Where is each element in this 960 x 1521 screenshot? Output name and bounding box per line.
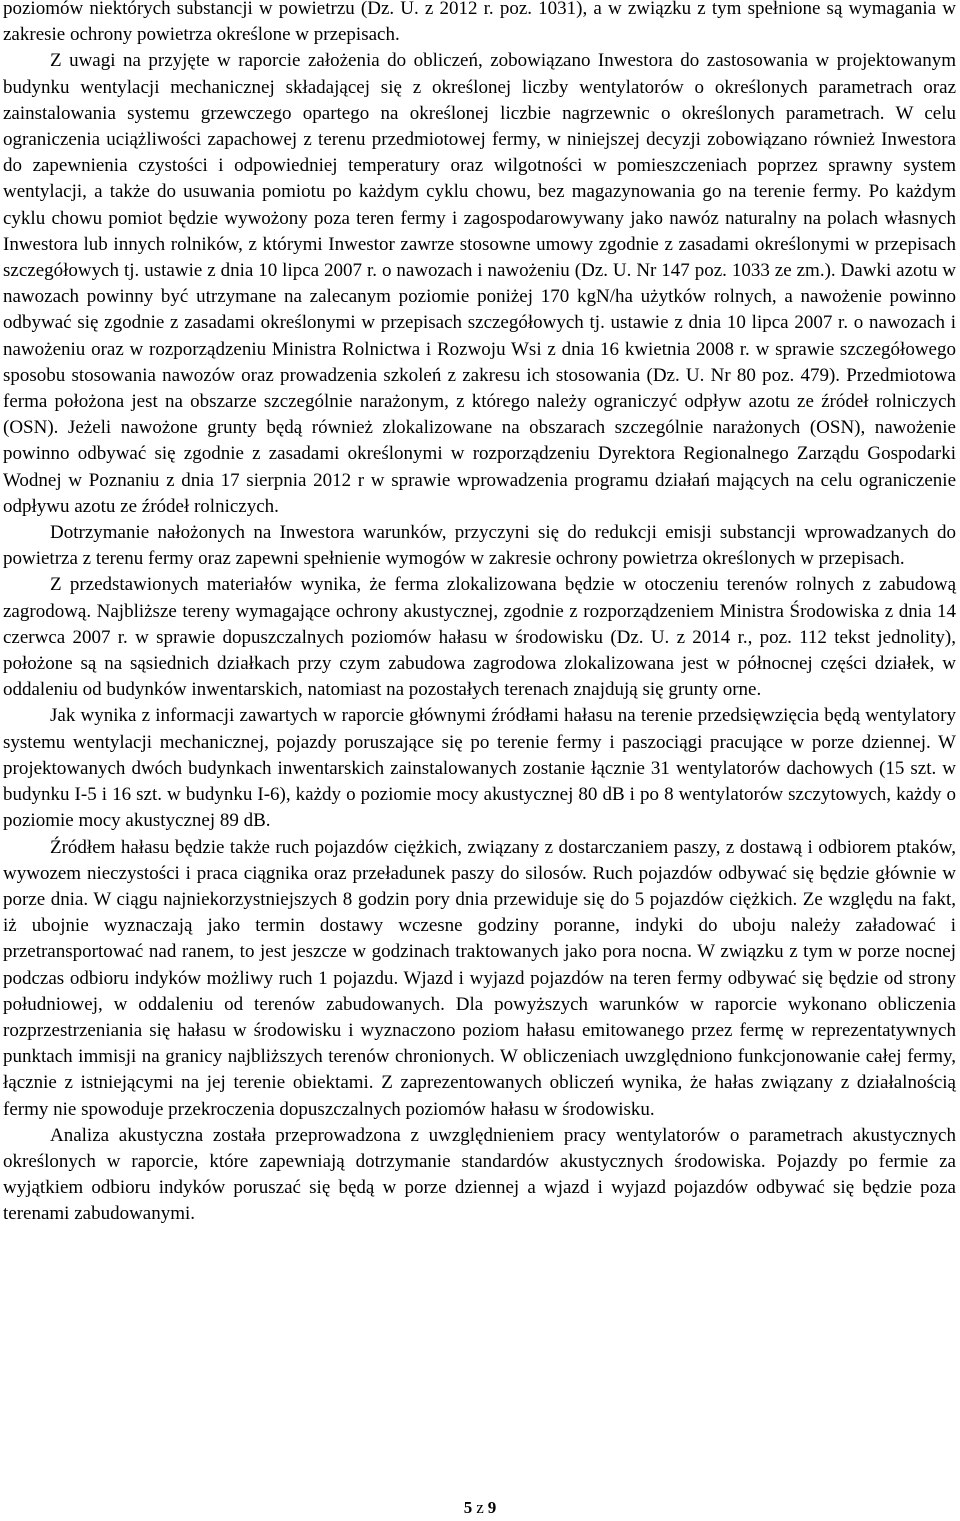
paragraph-1: poziomów niektórych substancji w powietrzu (Dz. U. z 2012 r. poz. 1031), a w związku z tym spełnione są wymagania w zakresie ochrony powietrza określone w przepisach. (3, 0, 956, 46)
paragraph-3: Dotrzymanie nałożonych na Inwestora warunków, przyczyni się do redukcji emisji substancji wprowadzanych do powietrza z terenu fermy oraz zapewni spełnienie wymogów w zakresie ochrony powietrza określonych w przepisach. (3, 522, 956, 570)
document-page (3, 0, 956, 1228)
paragraph-5: Jak wynika z informacji zawartych w raporcie głównymi źródłami hałasu na terenie przedsięwzięcia będą wentylatory systemu wentylacji mechanicznej, pojazdy poruszające się po terenie fermy i paszociągi pracujące w porze dziennej. W projektowanych dwóch budynkach inwentarskich zainstalowanych zostanie łącznie 31 wentylatorów dachowych (15 szt. w budynku I-5 i 16 szt. w budynku I-6), każdy o poziomie mocy akustycznej 80 dB i po 8 wentylatorów szczytowych, każdy o poziomie mocy akustycznej 89 dB. (3, 705, 956, 832)
paragraph-7: Analiza akustyczna została przeprowadzona z uwzględnieniem pracy wentylatorów o parametrach akustycznych określonych w raporcie, które zapewniają dotrzymanie standardów akustycznych środowiska. Pojazdy po fermie za wyjątkiem odbioru indyków poruszać się będą w porze dziennej a wjazd i wyjazd pojazdów odbywać się będzie poza terenami zabudowanymi. (3, 1124, 956, 1225)
paragraph-4: Z przedstawionych materiałów wynika, że ferma zlokalizowana będzie w otoczeniu terenów rolnych z zabudową zagrodową. Najbliższe tereny wymagające ochrony akustycznej, zgodnie z rozporządzeniem Ministra Środowiska z dnia 14 czerwca 2007 r. w sprawie dopuszczalnych poziomów hałasu w środowisku (Dz. U. z 2014 r., poz. 112 tekst jednolity), położone są na sąsiednich działkach przy czym zabudowa zagrodowa zlokalizowana jest w północnej części działek, w oddaleniu od budynków inwentarskich, natomiast na pozostałych terenach znajdują się grunty orne. (3, 574, 956, 701)
total-pages: 9 (487, 1498, 497, 1517)
paragraph-2: Z uwagi na przyjęte w raporcie założenia do obliczeń, zobowiązano Inwestora do zastosowania w projektowanym budynku wentylacji mechanicznej składającej się z określonej liczby wentylatorów o określonych parametrach oraz zainstalowania systemu grzewczego opartego na określonej liczbie nagrzewnic o określonych parametrach. W celu ograniczenia uciążliwości zapachowej z terenu przedmiotowej fermy, w niniejszej decyzji zobowiązano również Inwestora do zapewnienia czystości i odpowiedniej temperatury oraz wilgotności w pomieszczeniach poprzez sprawny system wentylacji, a także do usuwania pomiotu po każdym cyklu chowu, bez magazynowania go na terenie fermy. Po każdym cyklu chowu pomiot będzie wywożony poza teren fermy i zagospodarowywany jako nawóz naturalny na polach własnych Inwestora lub innych rolników, z którymi Inwestor zawrze stosowne umowy zgodnie z zasadami określonymi w przepisach szczegółowych tj. ustawie z dnia 10 lipca 2007 r. o nawozach i nawożeniu (Dz. U. Nr 147 poz. 1033 ze zm.). Dawki azotu w nawozach powinny być utrzymane na zalecanym poziomie poniżej 170 kgN/ha użytków rolnych, a nawożenie powinno odbywać się zgodnie z zasadami określonymi w przepisach szczegółowych tj. ustawie z dnia 10 lipca 2007 r. o nawozach i nawożeniu oraz w rozporządzeniu Ministra Rolnictwa i Rozwoju Wsi z dnia 16 kwietnia 2008 r. w sprawie szczegółowego sposobu stosowania nawozów oraz prowadzenia szkoleń z zakresu ich stosowania (Dz. U. Nr 80 poz. 479). Przedmiotowa ferma położona jest na obszarze szczególnie narażonym, z którego należy ograniczyć odpływ azotu ze źródeł rolniczych (OSN). Jeżeli nawożone grunty będą również zlokalizowane na obszarach szczególnie narażonych (OSN), nawożenie powinno odbywać się zgodnie z zasadami określonymi w rozporządzeniu Dyrektora Regionalnego Zarządu Gospodarki Wodnej w Poznaniu z dnia 17 sierpnia 2012 r w sprawie wprowadzenia programu działań mających na celu ograniczenie odpływu azotu ze źródeł rolniczych. (3, 50, 956, 517)
paragraph-6: Źródłem hałasu będzie także ruch pojazdów ciężkich, związany z dostarczaniem paszy, z dostawą i odbiorem ptaków, wywozem nieczystości i praca ciągnika oraz przeładunek paszy do silosów. Ruch pojazdów odbywać się będzie głównie w porze dnia. W ciągu najniekorzystniejszych 8 godzin pory dnia przewiduje się do 5 pojazdów ciężkich. Ze względu na fakt, iż ubojnie wyznaczają jako termin dostawy wczesne godziny poranne, indyki do uboju należy załadować i przetransportować nad ranem, to jest jeszcze w godzinach traktowanych jako pora nocna. W związku z tym w porze nocnej podczas odbioru indyków możliwy ruch 1 pojazdu. Wjazd i wyjazd pojazdów na teren fermy odbywać się będzie od strony południowej, w oddaleniu od terenów zabudowanych. Dla powyższych warunków w raporcie wykonano obliczenia rozprzestrzeniania się hałasu w środowisku i wyznaczono poziom hałasu emitowanego przez fermę w reprezentatywnych punktach immisji na granicy najbliższych terenów chronionych. W obliczeniach uwzględniono funkcjonowanie całej fermy, łącznie z istniejącymi na jej terenie obiektami. Z zaprezentowanych obliczeń wynika, że hałas związany z działalnością fermy nie spowoduje przekroczenia dopuszczalnych poziomów hałasu w środowisku. (3, 836, 956, 1120)
page-number-separator: z (476, 1498, 484, 1517)
page-footer (0, 1498, 960, 1518)
page-number: 5 (463, 1498, 473, 1517)
